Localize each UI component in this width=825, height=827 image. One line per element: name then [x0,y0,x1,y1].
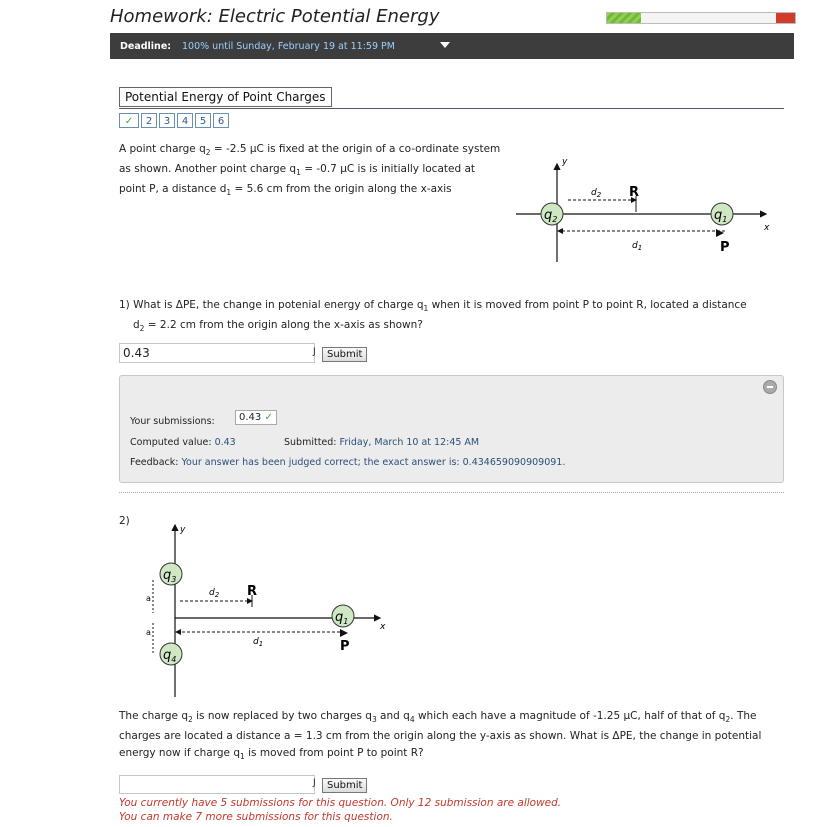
question-1-text: 1) What is ΔPE, the change in potenial energy of charge $q_1$ when it is moved from point P to point R, located a distance $d_2 = 2.2$ cm from the origin along the x-axis as shown? [119,299,747,334]
deadline-bar [110,33,794,59]
charge-q3-label: $q_3$ [163,568,177,584]
question-1-submit-button[interactable]: Submit [322,347,367,362]
point-p-label: P [720,240,730,255]
title-divider [119,108,784,109]
question-nav-5[interactable]: 5 [195,113,211,128]
deadline-label: Deadline: [120,41,172,52]
question-separator [119,492,784,493]
checkmark-icon: ✓ [264,412,273,423]
y-axis-label: y [562,157,568,167]
deadline-value: 100% until Sunday, February 19 at 11:59 PM [182,41,395,52]
point-p-marker [340,629,348,637]
d1-label: $d_1$ [253,637,264,648]
question-2-unit: J [313,778,316,788]
point-p-label: P [340,639,350,654]
submitted-row: Submitted: Friday, March 10 at 12:45 AM [284,437,480,448]
question-navigation [119,113,231,128]
submission-value-box [235,410,277,425]
computed-value-row: Computed value: 0.43 [130,437,236,448]
problem-title: Potential Energy of Point Charges [119,87,332,107]
problem-intro: A point charge $q_2 = -2.5$ μC is fixed at the origin of a co-ordinate system as shown. Another point charge $q_1 = -0.7$ μC is is initially located at point P, a distance $d_1 = 5.6$ cm from the origin along the x-axis [119,143,501,198]
charge-q2-label: $q_2$ [544,208,558,224]
point-r-label: R [247,584,258,599]
feedback-panel [119,375,784,483]
question-2-text: The charge $q_2$ is now replaced by two charges $q_3$ and $q_4$ which each have a magnitude of -1.25 μC, half of that of $q_2$. The charges are located a distance a = 1.3 cm from the origin along the y-axis as shown. What is ΔPE, the change in potential energy now if charge $q_1$ is moved from point P to point R? [119,710,762,762]
page-title: Homework: Electric Potential Energy [110,6,440,27]
submission-count-note: You currently have 5 submissions for this question. Only 12 submission are allowed. [119,797,562,809]
progress-incorrect-fill [776,13,795,23]
question-nav-1-checkmark-icon[interactable]: ✓ [119,113,139,128]
y-axis-label: y [180,525,186,535]
question-1-unit: J [313,347,316,357]
a-top-label: a [146,594,151,603]
submission-value: 0.43 [239,412,262,423]
submissions-label: Your submissions: [130,416,215,427]
question-2-submit-button[interactable]: Submit [322,778,367,793]
chevron-down-icon[interactable] [440,42,450,48]
point-r-label: R [629,185,640,200]
a-bottom-label: a [146,628,151,637]
question-nav-2[interactable]: 2 [141,113,157,128]
score-progress-bar [606,12,796,24]
charge-q1-label: $q_1$ [335,610,349,626]
collapse-icon[interactable] [763,380,777,394]
question-2-number: 2) [119,515,130,527]
question-nav-4[interactable]: 4 [177,113,193,128]
charge-q1-label: $q_1$ [714,208,728,224]
submissions-remaining-note: You can make 7 more submissions for this question. [119,811,393,823]
point-p-marker [716,229,724,237]
d2-label: $d_2$ [591,188,602,199]
question-nav-3[interactable]: 3 [159,113,175,128]
charge-diagram-1 [510,150,780,265]
question-1-answer-input[interactable] [119,343,315,363]
charge-diagram-2 [140,515,410,700]
progress-correct-fill [607,13,641,23]
question-nav-6[interactable]: 6 [213,113,229,128]
feedback-row: Feedback: Your answer has been judged correct; the exact answer is: 0.434659090909091. [130,457,566,468]
d1-label: $d_1$ [632,241,643,252]
d2-label: $d_2$ [209,588,220,599]
question-2-answer-input[interactable] [119,775,315,794]
x-axis-label: x [764,223,770,233]
x-axis-label: x [380,622,386,632]
charge-q4-label: $q_4$ [163,648,177,664]
